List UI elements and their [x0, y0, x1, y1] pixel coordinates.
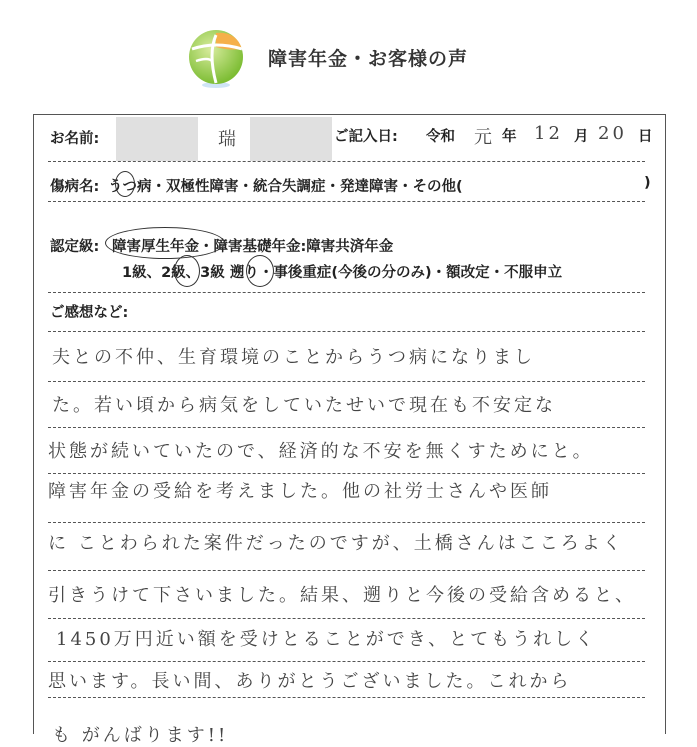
- grade-label: 認定級:: [50, 239, 100, 255]
- divider: [48, 331, 645, 332]
- selection-circle: [115, 171, 135, 197]
- divider: [48, 201, 645, 202]
- grade-options: 1級、2級、3級 遡り・事後重症(今後の分のみ)・額改定・不服申立: [122, 265, 563, 281]
- divider: [48, 522, 645, 523]
- comment-line: 思います。長い間、ありがとうございました。これから: [48, 671, 572, 692]
- leaf-circle-logo-icon: [186, 27, 246, 87]
- comments-label: ご感想など:: [50, 305, 129, 321]
- divider: [48, 570, 645, 571]
- date-label: ご記入日:: [334, 129, 398, 145]
- day-handwritten: 20: [598, 123, 627, 144]
- comment-line: も がんばります!!: [52, 725, 229, 746]
- redacted-surname: [116, 117, 198, 161]
- year-label: 年: [502, 129, 517, 145]
- selection-circle: [174, 255, 200, 287]
- redacted-given-name: [250, 117, 332, 161]
- selection-circle: [246, 255, 274, 287]
- page-title: 障害年金・お客様の声: [268, 47, 469, 70]
- disease-close-paren: ): [644, 175, 651, 191]
- divider: [48, 161, 645, 162]
- page-header: [186, 26, 468, 88]
- month-handwritten: 12: [534, 123, 563, 144]
- disease-label: 傷病名:: [50, 179, 100, 195]
- comment-line: 夫との不仲、生育環境のことからうつ病になりまし: [52, 347, 535, 368]
- day-label: 日: [638, 129, 653, 145]
- name-label: お名前:: [50, 131, 100, 147]
- comment-line: 引きうけて下さいました。結果、遡りと今後の受給含めると、: [48, 585, 636, 606]
- comment-line: 障害年金の受給を考えました。他の社労士さんや医師: [48, 481, 552, 502]
- comment-line: 1450万円近い額を受けとることができ、とてもうれしく: [56, 629, 597, 650]
- name-handwritten: 瑞: [218, 129, 239, 150]
- comment-line: 状態が続いていたので、経済的な不安を無くすためにと。: [48, 441, 594, 462]
- pension-options: 障害厚生年金・障害基礎年金:障害共済年金: [112, 239, 394, 255]
- divider: [48, 427, 645, 428]
- divider: [48, 661, 645, 662]
- disease-options: うつ病・双極性障害・統合失調症・発達障害・その他(: [108, 179, 463, 195]
- comment-line: た。若い頃から病気をしていたせいで現在も不安定な: [52, 395, 556, 416]
- selection-circle: [105, 227, 225, 259]
- comment-line: に ことわられた案件だったのですが、土橋さんはこころよく: [48, 533, 624, 554]
- divider: [48, 292, 645, 293]
- divider: [48, 618, 645, 619]
- testimonial-form: [33, 114, 666, 746]
- era-label: 令和: [426, 129, 455, 145]
- divider: [48, 381, 645, 382]
- divider: [48, 697, 645, 698]
- divider: [48, 473, 645, 474]
- year-handwritten: 元: [474, 127, 495, 148]
- month-label: 月: [574, 129, 589, 145]
